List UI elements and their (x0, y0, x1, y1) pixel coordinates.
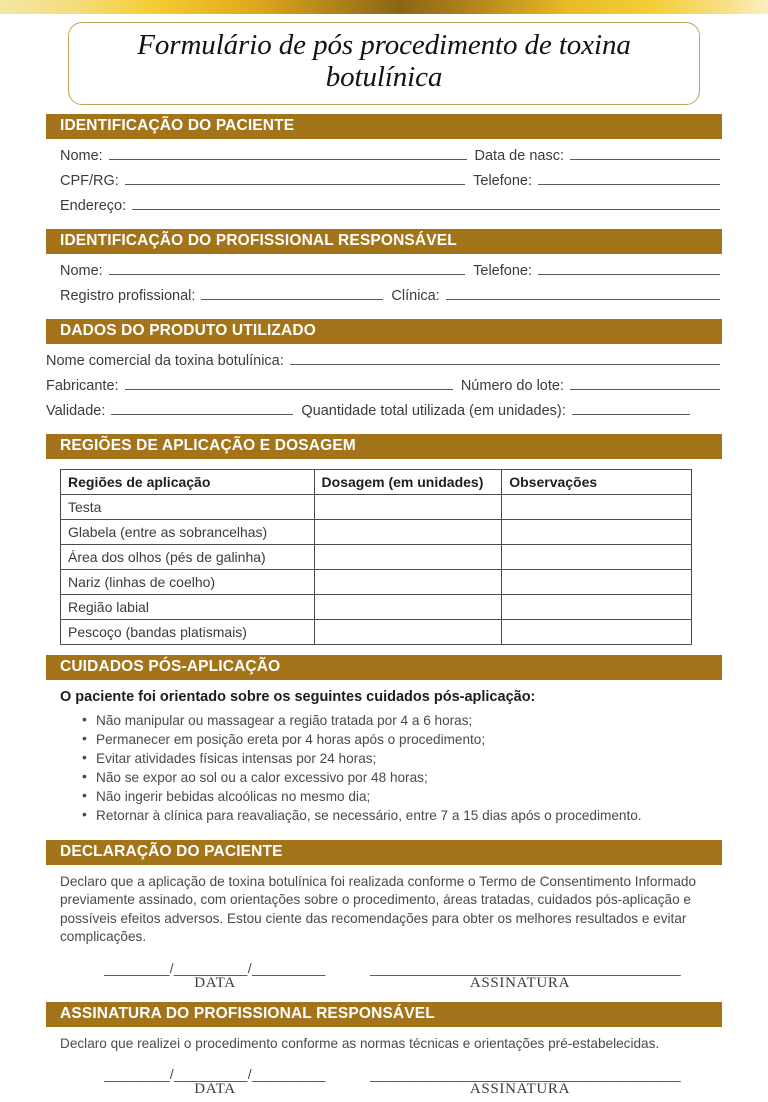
professional-signature-caption: ASSINATURA (469, 1081, 571, 1098)
section-header-professional-declaration-label: ASSINATURA DO PROFISSIONAL RESPONSÁVEL (60, 1005, 435, 1023)
patient-signature-caption: ASSINATURA (469, 974, 571, 991)
section-header-professional-label: IDENTIFICAÇÃO DO PROFISSIONAL RESPONSÁVEL (60, 232, 457, 250)
professional-declaration-text: Declaro que realizei o procedimento conforme as normas técnicas e orientações pré-estabelecidas. (60, 1035, 660, 1051)
cell-notes[interactable] (502, 544, 692, 569)
input-telefone-paciente[interactable] (538, 184, 720, 185)
label-registro-profissional: Registro profissional: (60, 287, 196, 304)
label-cpf-rg: CPF/RG: (60, 172, 119, 189)
section-header-patient-declaration (46, 840, 722, 865)
label-prof-telefone: Telefone: (473, 262, 532, 279)
cell-region: Nariz (linhas de coelho) (61, 569, 315, 594)
cell-region: Pescoço (bandas platismais) (61, 619, 315, 644)
patient-declaration-body (46, 865, 722, 992)
cell-notes[interactable] (502, 494, 692, 519)
section-header-care (46, 655, 722, 680)
field-row-endereco (46, 198, 722, 223)
field-row-cpf-telefone (46, 173, 722, 198)
cell-notes[interactable] (502, 594, 692, 619)
professional-declaration-body (46, 1027, 722, 1099)
section-header-regions-label: REGIÕES DE APLICAÇÃO E DOSAGEM (60, 437, 356, 455)
patient-signature-row (46, 960, 722, 992)
cell-dosage[interactable] (314, 519, 502, 544)
section-header-patient-label: IDENTIFICAÇÃO DO PACIENTE (60, 117, 295, 135)
table-row (61, 619, 692, 644)
label-validade: Validade: (46, 402, 106, 419)
patient-date-field[interactable]: ________/_________/_________ (104, 959, 326, 976)
list-item: • Evitar atividades físicas intensas por 24 horas; (82, 750, 722, 768)
cell-region: Área dos olhos (pés de galinha) (61, 544, 315, 569)
care-bullet-list (46, 712, 722, 825)
care-lead-text: O paciente foi orientado sobre os seguintes cuidados pós-aplicação: (60, 688, 536, 705)
table-row (61, 494, 692, 519)
form-page (0, 14, 768, 1102)
product-fields (46, 344, 722, 434)
label-numero-lote: Número do lote: (460, 377, 564, 394)
label-quantidade-total: Quantidade total utilizada (em unidades): (301, 402, 566, 419)
list-item: • Retornar à clínica para reavaliação, se necessário, entre 7 a 15 dias após o procedimento. (82, 807, 722, 825)
table-header-row (61, 469, 692, 494)
input-prof-nome[interactable] (109, 274, 465, 275)
page-title: Formulário de pós procedimento de toxina botulínica (137, 29, 631, 94)
field-row-validade-quantidade (46, 403, 722, 428)
section-header-professional (46, 229, 722, 254)
input-quantidade-total[interactable] (572, 414, 690, 415)
care-instructions (46, 680, 722, 834)
table-row (61, 544, 692, 569)
column-header-notes: Observações (502, 469, 692, 494)
patient-declaration-text: Declaro que a aplicação de toxina botulínica foi realizada conforme o Termo de Consentimento Informado previamente assinado, com orientações sobre o procedimento, áreas tratadas, cuidados pós-aplicação e possíveis efeitos adversos. Estou ciente das recomendações para obter os melhores resultados e evitar complicações. (60, 873, 697, 945)
cell-notes[interactable] (502, 569, 692, 594)
section-header-product-label: DADOS DO PRODUTO UTILIZADO (60, 322, 316, 340)
input-numero-lote[interactable] (570, 389, 720, 390)
label-telefone-paciente: Telefone: (473, 172, 532, 189)
label-fabricante: Fabricante: (46, 377, 119, 394)
cell-region: Glabela (entre as sobrancelhas) (61, 519, 315, 544)
cell-dosage[interactable] (314, 619, 502, 644)
section-header-professional-declaration (46, 1002, 722, 1027)
label-nome-comercial: Nome comercial da toxina botulínica: (46, 352, 284, 369)
cell-notes[interactable] (502, 619, 692, 644)
patient-date-block (60, 960, 370, 992)
document-title-box (68, 22, 700, 105)
field-row-registro-clinica (46, 288, 722, 313)
column-header-region: Regiões de aplicação (61, 469, 315, 494)
input-nome[interactable] (109, 159, 467, 160)
table-row (61, 519, 692, 544)
patient-fields (46, 139, 722, 229)
cell-dosage[interactable] (314, 569, 502, 594)
top-gradient-ribbon (0, 0, 768, 14)
field-row-fabricante-lote (46, 378, 722, 403)
list-item: • Não ingerir bebidas alcoólicas no mesmo dia; (82, 788, 722, 806)
section-header-patient-declaration-label: DECLARAÇÃO DO PACIENTE (60, 843, 283, 861)
input-cpf-rg[interactable] (125, 184, 465, 185)
cell-region: Testa (61, 494, 315, 519)
professional-date-block (60, 1066, 370, 1098)
input-fabricante[interactable] (125, 389, 453, 390)
section-header-product (46, 319, 722, 344)
list-item: • Não se expor ao sol ou a calor excessivo por 48 horas; (82, 769, 722, 787)
input-clinica[interactable] (446, 299, 720, 300)
professional-signature-field[interactable]: ______________________________________ (370, 1066, 682, 1083)
patient-signature-block (370, 959, 682, 992)
professional-date-field[interactable]: ________/_________/_________ (104, 1066, 326, 1083)
table-row (61, 594, 692, 619)
list-item: • Permanecer em posição ereta por 4 horas após o procedimento; (82, 731, 722, 749)
label-clinica: Clínica: (391, 287, 440, 304)
label-nome: Nome: (60, 147, 103, 164)
table-row (61, 569, 692, 594)
input-nome-comercial[interactable] (290, 364, 720, 365)
cell-notes[interactable] (502, 519, 692, 544)
input-validade[interactable] (111, 414, 293, 415)
input-registro-profissional[interactable] (201, 299, 383, 300)
regions-dosage-table (60, 469, 692, 645)
patient-date-caption: DATA (194, 974, 236, 991)
section-header-care-label: CUIDADOS PÓS-APLICAÇÃO (60, 658, 281, 676)
label-data-nasc: Data de nasc: (474, 147, 564, 164)
label-endereco: Endereço: (60, 197, 127, 214)
professional-signature-row (46, 1066, 722, 1098)
input-prof-telefone[interactable] (538, 274, 720, 275)
professional-date-caption: DATA (194, 1081, 236, 1098)
list-item: • Não manipular ou massagear a região tratada por 4 a 6 horas; (82, 712, 722, 730)
section-header-regions (46, 434, 722, 459)
cell-dosage[interactable] (314, 594, 502, 619)
label-prof-nome: Nome: (60, 262, 103, 279)
field-row-prof-nome-telefone (46, 263, 722, 288)
column-header-dosage: Dosagem (em unidades) (314, 469, 502, 494)
section-header-patient (46, 114, 722, 139)
input-endereco[interactable] (132, 209, 720, 210)
professional-signature-block (370, 1066, 682, 1098)
input-data-nasc[interactable] (570, 159, 720, 160)
field-row-nome-comercial (46, 353, 722, 378)
regions-table-wrapper (46, 469, 722, 645)
patient-signature-field[interactable]: ______________________________________ (370, 959, 682, 976)
professional-fields (46, 254, 722, 319)
cell-region: Região labial (61, 594, 315, 619)
cell-dosage[interactable] (314, 544, 502, 569)
field-row-nome-data-nasc (46, 148, 722, 173)
cell-dosage[interactable] (314, 494, 502, 519)
